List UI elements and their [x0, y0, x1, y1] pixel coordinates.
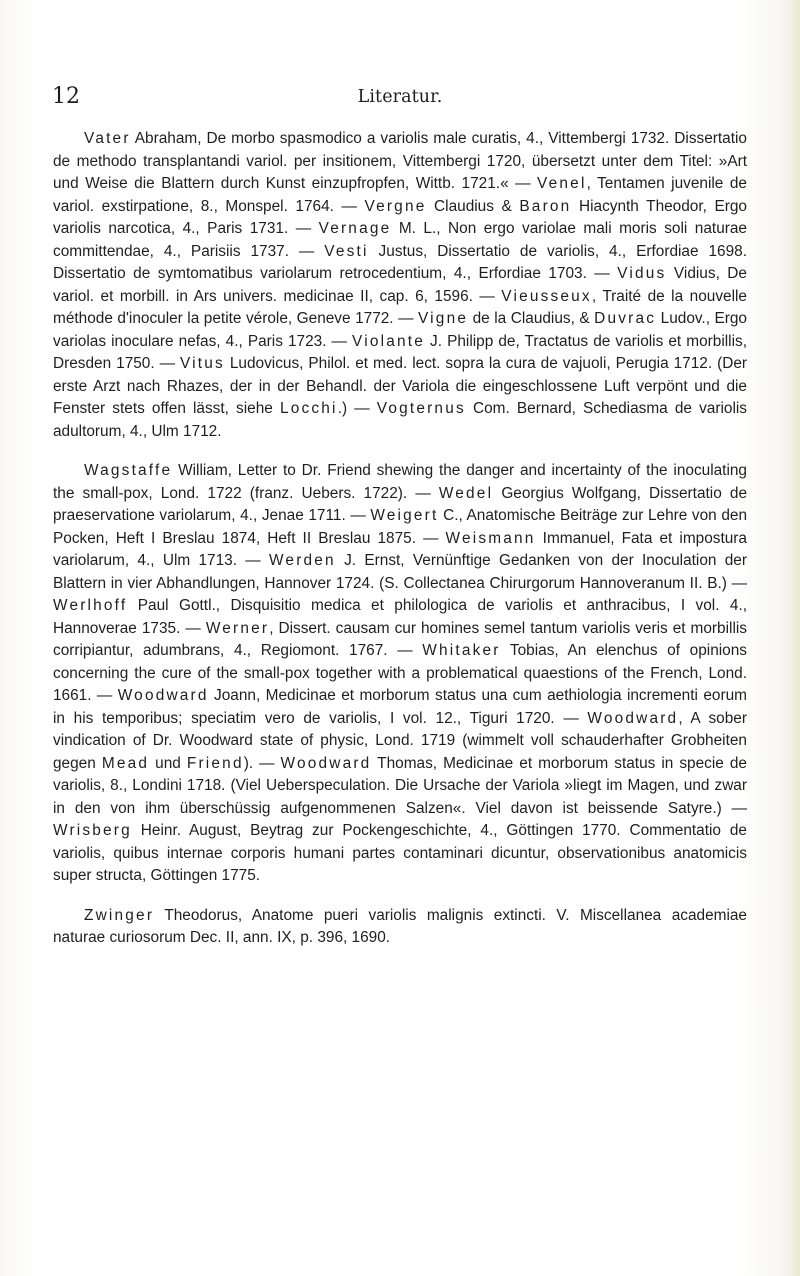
author-name: Violante	[352, 332, 425, 350]
running-title: Literatur.	[357, 87, 443, 107]
author-name: Wedel	[438, 484, 494, 502]
page-number: 12	[52, 84, 80, 109]
citation-text: Vidius, De variol. et morbill. in Ars univers. medicinae II, cap. 6, 1596. —	[53, 265, 747, 305]
citation-text: de la Claudius, &	[468, 310, 595, 327]
author-name: Vergne	[364, 197, 427, 215]
author-name: Locchi	[279, 400, 338, 417]
author-name: Friend	[186, 754, 244, 772]
bibliography-paragraph-w	[53, 460, 747, 888]
citation-text: Ludovicus, Philol. et med. lect. sopra la cura de vajuoli, Perugia 1712. (Der erste Arzt nach Rhazes, der in der Behandl. der Variola die eingeschlossene Luft verpönt und die Fenster stets offen lässt, siehe	[53, 355, 748, 417]
author-name: Weismann	[445, 529, 536, 547]
author-name: Whitaker	[422, 642, 501, 659]
citation-text: J. Ernst, Vernünftige Gedanken von der Inoculation der Blattern in vier Abhandlungen, Hannover 1724. (S. Collectanea Chirurgorum Hannoveranum II. B.) —	[53, 552, 747, 592]
citation-text: Abraham, De morbo spasmodico a variolis male curatis, 4., Vittembergi 1732. Dissertatio de methodo transplantandi variol. per insitionem, Vittembergi 1720, übersetzt unter dem Titel: »Art und Weise die Blattern durch Kunst einzupfropfen, Wittb. 1721.« —	[53, 130, 747, 192]
citation-text: , Tentamen juvenile de variol. exstirpatione, 8., Monspel. 1764. —	[53, 175, 747, 215]
citation-text: Theodorus, Anatome pueri variolis malignis extincti. V. Miscellanea academiae naturae curiosorum Dec. II, ann. IX, p. 396, 1690.	[53, 906, 747, 946]
citation-text: Georgius Wolfgang, Dissertatio de praeservatione variolarum, 4., Jenae 1711. —	[53, 484, 747, 524]
author-name: Zwinger	[84, 906, 155, 924]
citation-text: Justus, Dissertatio de variolis, 4., Erfordiae 1698. Dissertatio de symtomatibus variolarum retrocedentium, 4., Erfordiae 1703. —	[53, 242, 747, 282]
author-name: Wagstaffe	[84, 462, 173, 479]
citation-text: William, Letter to Dr. Friend shewing the danger and incertainty of the inoculating the small-pox, Lond. 1722 (franz. Uebers. 1722). —	[53, 462, 747, 502]
author-name: Werner	[205, 619, 270, 637]
citation-text: Joann, Medicinae et morborum status una cum aethiologia incrementi eorum in his temporibus; speciatim vero de variolis, I vol. 12., Tiguri 1720. —	[53, 687, 747, 727]
author-name: Baron	[519, 197, 572, 215]
author-name: Mead	[101, 754, 150, 772]
running-header	[0, 84, 800, 110]
author-name: Duvrac	[594, 310, 657, 327]
author-name: Vieusseux	[501, 287, 592, 305]
citation-text: Thomas, Medicinae et morborum status in specie de variolis, 8., Londini 1718. (Viel Ueberspeculation. Die Ursache der Variola »liegt im Magen, und zwar in den von ihm überschüssig aufgenommenen Salzen«. Viel davon ist beissende Satyre.) —	[53, 754, 747, 817]
author-name: Woodward	[280, 754, 372, 772]
author-name: Werden	[268, 552, 336, 569]
author-name: Weigert	[370, 507, 439, 524]
citation-text: M. L., Non ergo variolae mali moris soli naturae committendae, 4., Parisiis 1737. —	[53, 220, 747, 260]
citation-text: Com. Bernard, Schediasma de variolis adultorum, 4., Ulm 1712.	[53, 400, 747, 440]
citation-text: C., Anatomische Beiträge zur Lehre von den Pocken, Heft I Breslau 1874, Heft II Breslau 1875. —	[53, 507, 748, 547]
citation-text: J. Philipp de, Tractatus de variolis et morbillis, Dresden 1750. —	[53, 332, 747, 372]
author-name: Woodward	[587, 709, 679, 727]
author-name: Vater	[84, 130, 131, 147]
citation-text: , Traité de la nouvelle méthode d'inoculer la petite vérole, Geneve 1772. —	[53, 287, 747, 327]
author-name: Vernage	[318, 220, 392, 237]
citation-text: .) —	[337, 400, 377, 417]
citation-text: und	[149, 754, 187, 772]
author-name: Woodward	[117, 687, 209, 704]
author-name: Vesti	[324, 242, 369, 260]
page-edge-shadow	[782, 0, 800, 1276]
citation-text: Immanuel, Fata et impostura variolarum, 4., Ulm 1713. —	[53, 529, 747, 569]
citation-text: Heinr. August, Beytrag zur Pockengeschichte, 4., Göttingen 1770. Commentatio de variolis, quibus internae corporis humani partes contaminari dicuntur, observationibus anatomicis super structa, Göttingen 1775.	[53, 822, 747, 884]
author-name: Venel	[537, 175, 587, 192]
citation-text: Claudius &	[426, 197, 520, 215]
author-name: Vogternus	[376, 400, 466, 417]
author-name: Vigne	[418, 310, 469, 327]
citation-text: Hiacynth Theodor, Ergo variolis narcotica, 4., Paris 1731. —	[53, 197, 747, 237]
author-name: Vidus	[617, 265, 667, 282]
citation-text: , Dissert. causam cur homines semel tantum variolis veris et morbillis corripiantur, adumbrans, 4., Regiomont. 1767. —	[53, 619, 747, 659]
citation-text: ). —	[243, 754, 281, 772]
author-name: Werlhoff	[53, 597, 128, 614]
author-name: Wrisberg	[53, 822, 132, 839]
bibliography-text	[53, 128, 747, 950]
bibliography-paragraph-z	[53, 905, 747, 950]
author-name: Vitus	[179, 355, 225, 372]
bibliography-paragraph-v	[53, 128, 747, 443]
citation-text: Tobias, An elenchus of opinions concerning the cure of the small-pox together with a problematical quaestions of the French, Lond. 1661. —	[53, 642, 747, 704]
citation-text: Ludov., Ergo variolas inoculare nefas, 4., Paris 1723. —	[53, 310, 747, 350]
citation-text: , A sober vindication of Dr. Woodward state of physic, Lond. 1719 (wimmelt voll schauderhafter Grobheiten gegen	[53, 709, 747, 772]
citation-text: Paul Gottl., Disquisitio medica et philologica de variolis et anthracibus, I vol. 4., Hannoverae 1735. —	[53, 597, 747, 637]
